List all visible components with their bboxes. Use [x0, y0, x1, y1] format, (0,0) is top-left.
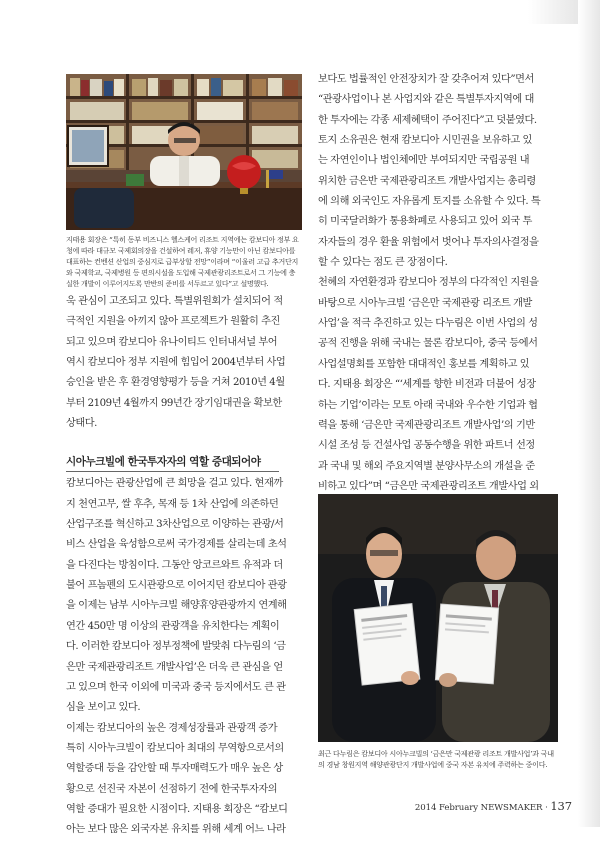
text-line: 사업설명회를 포함한 대대적인 홍보를 계획하고 있 — [318, 358, 530, 370]
caption-line: 와 국제학교, 국제병원 등 편의시설을 도입해 국제관광리조트로서 그 기능에 충 — [66, 268, 296, 277]
left-column — [66, 292, 302, 841]
text-line: 토지 소유권은 현재 캄보디아 시민권을 보유하고 있 — [318, 135, 532, 147]
page-number: 137 — [550, 799, 572, 813]
signing-photo — [318, 494, 558, 742]
text-line: 자자들의 경우 환율 위험에서 벗어나 투자의사결정을 — [318, 236, 539, 248]
text-line: 역할 증대가 필요한 시점이다. 지태용 회장은 “캄보디 — [66, 803, 288, 815]
text-line: 캄보디아는 관광산업에 큰 희망을 걸고 있다. 현재까 — [66, 478, 283, 490]
text-line: 을 다진다는 방침이다. 그동안 앙코르와트 유적과 더 — [66, 559, 283, 571]
caption-line: 의 경남 창원지역 해양관광단지 개발사업에 중국 자본 유치에 주력하는 중이다. — [318, 760, 548, 769]
text-line: 사업’을 적극 추진하고 있는 다누림은 이번 사업의 성 — [318, 318, 538, 330]
text-line: 위치한 금은반 국제관광리조트 개발사업지는 총리령 — [318, 175, 536, 187]
caption-line: 최근 다누림은 캄보디아 시아누크빌의 ‘금은만 국제관광 리조트 개발사업’과 국내 — [318, 749, 554, 758]
text-line: 아는 보다 많은 외국자본 유치를 위해 세계 어느 나라 — [66, 824, 286, 836]
text-line: 비하고 있다”며 “금은만 국제관광리조트 개발사업 외 — [318, 480, 539, 492]
section-heading: 시아누크빌에 한국투자자의 역할 증대되어야 — [66, 456, 261, 469]
text-line: 심을 보이고 있다. — [66, 702, 141, 714]
left-paragraph-3 — [66, 719, 302, 841]
left-paragraph-1 — [66, 292, 302, 434]
text-line: 다. 지태용 회장은 “‘세계를 향한 비전과 더불어 성장 — [318, 379, 536, 391]
right-column — [318, 70, 558, 538]
text-line: 할 수 있다는 점도 큰 장점이다. — [318, 257, 448, 269]
caption-line: 지태용 회장은 “특히 동부 비즈니스 헬스케어 리조트 지역에는 캄보디아 정부 요 — [66, 235, 299, 244]
top-photo-caption — [66, 234, 304, 289]
page-top-stripe — [0, 0, 600, 24]
text-line: 불어 프놈펜의 도시관광으로 이어지던 캄보디아 관광 — [66, 580, 287, 592]
footer-issue: 2014 February NEWSMAKER · — [414, 803, 548, 813]
left-paragraph-2 — [66, 474, 302, 718]
page-footer — [415, 799, 572, 813]
bottom-photo-caption — [318, 748, 560, 770]
text-line: 보다도 법률적인 안전장치가 잘 갖추어져 있다”면서 — [318, 74, 534, 85]
text-line: 시설 조성 등 건설사업 공동수행을 위한 파트너 선정 — [318, 440, 535, 452]
text-line: “관광사업이나 본 사업지와 같은 특별투자지역에 대 — [318, 94, 534, 106]
text-line: 과 국내 및 해외 주요지역별 분양사무소의 개설을 준 — [318, 460, 535, 472]
text-line: 황으로 선진국 자본이 선점하기 전에 한국투자자의 — [66, 783, 278, 795]
text-line: 히 미국달러화가 통용화폐로 사용되고 있어 외국 투 — [318, 216, 532, 228]
text-line: 을 이제는 남부 시아누크빌 해양휴양관광까지 연계해 — [66, 600, 287, 612]
text-line: 천혜의 자연환경과 캄보디아 정부의 다각적인 지원을 — [318, 277, 539, 289]
text-line: 상태다. — [66, 418, 97, 430]
text-line: 산업구조를 혁신하고 3차산업으로 이양하는 관광/서 — [66, 519, 284, 531]
text-line: 승인을 받은 후 환경영향평가 등을 거쳐 2010년 4월 — [66, 377, 285, 389]
text-line: 지 천연고무, 쌀 후추, 목재 등 1차 산업에 의존하던 — [66, 498, 279, 510]
text-line: 바탕으로 시아누크빌 ‘금은만 국제관광 리조트 개발 — [318, 297, 532, 309]
text-line: 공적 진행을 위해 국내는 물론 캄보디아, 중국 등에서 — [318, 338, 538, 350]
text-line: 부터 2109년 4월까지 99년간 장기임대권을 확보한 — [66, 397, 282, 409]
text-line: 특히 시아누크빌이 캄보디아 최대의 무역항으로서의 — [66, 742, 284, 754]
text-line: 극적인 지원을 아끼지 않아 프로젝트가 원활히 추진 — [66, 316, 280, 328]
caption-line: 대표하는 컨벤션 산업의 중심지로 급부상할 전망”이라며 “이울러 고급 추거단지 — [66, 257, 299, 266]
caption-line: 실한 개발이 이루어지도록 만반의 준비를 서두르고 있다”고 설명했다. — [66, 279, 269, 288]
text-line: 욱 관심이 고조되고 있다. 특별위원회가 설치되어 적 — [66, 296, 283, 307]
text-line: 하는 기업’이라는 모토 아래 국내와 우수한 기업과 협 — [318, 399, 538, 411]
text-line: 다. 이러한 캄보디아 정부정책에 발맞춰 다누림의 ‘금 — [66, 641, 286, 653]
office-photo — [66, 74, 302, 230]
text-line: 고 있으며 한국 이외에 미국과 중국 등지에서도 큰 관 — [66, 681, 286, 693]
text-line: 한 투자에는 각종 세제혜택이 주어진다”고 덧붙였다. — [318, 114, 537, 126]
text-line: 연간 450만 명 이상의 관광객을 유치한다는 계획이 — [66, 620, 280, 632]
right-paragraph-1 — [318, 70, 558, 273]
text-line: 역할증대 등을 감안할 때 투자매력도가 매우 높은 상 — [66, 763, 283, 775]
text-line: 비스 산업을 육성함으로써 국가경제를 살리는데 초석 — [66, 539, 287, 551]
text-line: 역시 캄보디아 정부 지원에 힘입어 2004년부터 사업 — [66, 357, 286, 369]
text-line: 에 의해 외국인도 자유롭게 토지를 소유할 수 있다. 특 — [318, 196, 541, 208]
text-line: 되고 있으며 캄보디아 유나이티드 인터내셔널 부어 — [66, 336, 278, 348]
text-line: 은만 국제관광리조트 개발사업’은 더욱 큰 관심을 얻 — [66, 661, 283, 673]
heading-underline — [66, 471, 279, 472]
text-line: 이제는 캄보디아의 높은 경제성장률과 관광객 증가 — [66, 722, 278, 734]
page-edge-shadow — [578, 0, 600, 827]
text-line: 는 자연인이나 법인체에만 부여되지만 국립공원 내 — [318, 155, 530, 167]
text-line: 력을 통해 ‘금은만 국제관광리조트 개발사업’의 기반 — [318, 419, 535, 431]
caption-line: 청에 따라 대규모 국제회의장을 건설하여 레저, 휴양 기능만이 아닌 캄보디아를 — [66, 246, 296, 255]
